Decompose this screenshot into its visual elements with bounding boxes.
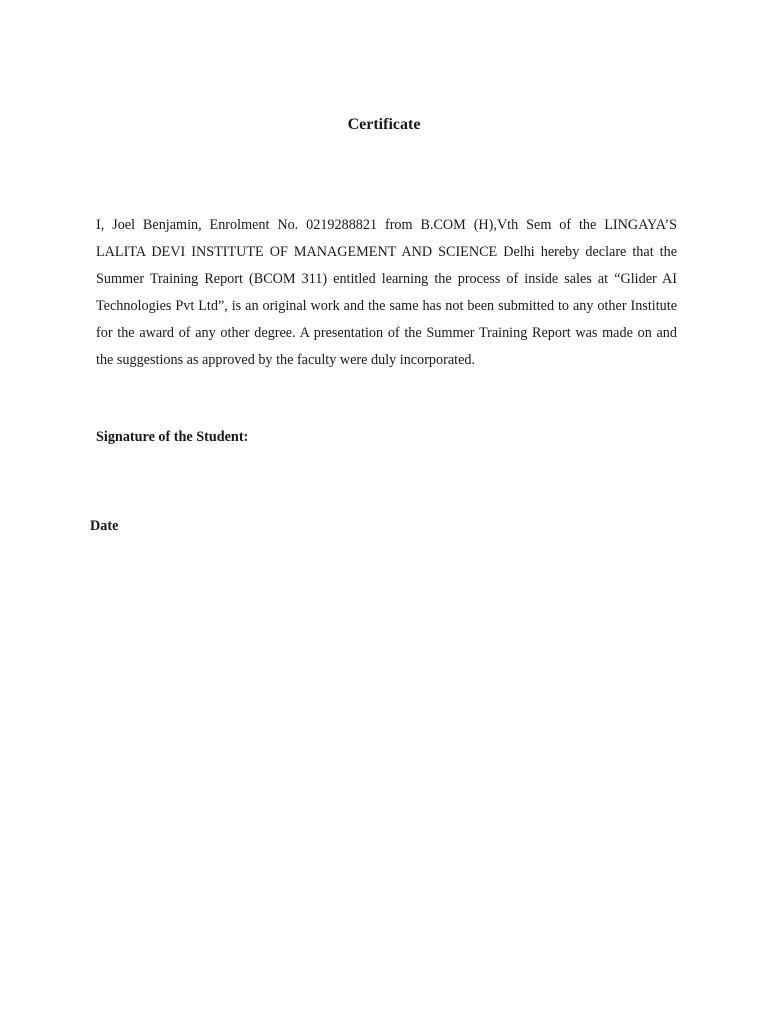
date-label: Date [90, 518, 119, 534]
page-title: Certificate [347, 116, 421, 133]
declaration-paragraph: I, Joel Benjamin, Enrolment No. 0219288821 from B.COM (H),Vth Sem of the LINGAYA’S LALITA DEVI INSTITUTE OF MANAGEMENT AND SCIENCE Delhi hereby declare that the Summer Training Report (BCOM 311) entitled learning the process of inside sales at “Glider AI Technologies Pvt Ltd”, is an original work and the same has not been submitted to any other Institute for the award of any other degree. A presentation of the Summer Training Report was made on and the suggestions as approved by the faculty were duly incorporated. [96, 217, 677, 368]
signature-label: Signature of the Student: [96, 429, 249, 445]
